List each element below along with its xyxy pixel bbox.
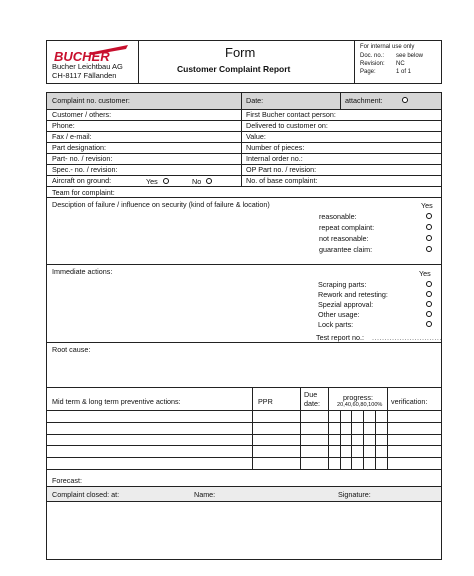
table-row[interactable] (47, 445, 441, 446)
failure-option-radio[interactable] (426, 246, 432, 252)
failure-yes-label: Yes (421, 201, 433, 210)
company-line-2: CH-8117 Fällanden (52, 71, 117, 80)
name-label: Name: (194, 490, 216, 499)
table-col-divider (351, 410, 352, 469)
row-divider (47, 120, 441, 121)
table-row[interactable] (47, 457, 441, 458)
immediate-option-radio[interactable] (426, 301, 432, 307)
form-title: Form (225, 45, 256, 60)
failure-option-label: reasonable: (319, 212, 357, 221)
left-field-label: Spec.- no. / revision: (52, 165, 118, 174)
failure-option-label: guarantee claim: (319, 245, 373, 254)
row-divider (47, 142, 441, 143)
closed-at-label: Complaint closed: at: (52, 490, 120, 499)
team-label: Team for complaint: (52, 188, 115, 197)
immediate-option-label: Lock parts: (318, 320, 354, 329)
left-field-label: Fax / e-mail: (52, 132, 92, 141)
aog-no-radio[interactable] (206, 178, 212, 184)
table-row[interactable] (47, 422, 441, 423)
table-col-divider (340, 410, 341, 469)
root-cause-label: Root cause: (52, 345, 91, 354)
col-due-header: Due date: (304, 390, 320, 408)
forecast-label: Forecast: (52, 476, 82, 485)
immediate-option-radio[interactable] (426, 321, 432, 327)
failure-label: Desciption of failure / influence on security (kind of failure & location) (52, 200, 270, 209)
form-subtitle: Customer Complaint Report (177, 64, 291, 74)
immediate-option-label: Scraping parts: (318, 280, 367, 289)
header-divider (354, 40, 355, 84)
aog-yes-label: Yes (146, 177, 158, 186)
row-divider (340, 93, 341, 109)
table-row[interactable] (47, 410, 441, 411)
date-label: Date: (246, 96, 264, 105)
attachment-label: attachment: (345, 96, 383, 105)
company-line-1: Bucher Leichtbau AG (52, 62, 123, 71)
table-row[interactable] (47, 434, 441, 435)
failure-option-radio[interactable] (426, 224, 432, 230)
header-divider (138, 40, 139, 84)
left-field-label: Phone: (52, 121, 75, 130)
progress-steps: 20,40,60,80,100% (337, 402, 383, 408)
meta-doc-label: Doc. no.: (360, 53, 385, 59)
left-field-label: Part designation: (52, 143, 106, 152)
failure-option-radio[interactable] (426, 235, 432, 241)
attachment-radio[interactable] (402, 97, 408, 103)
meta-internal: For internal use only (360, 44, 415, 50)
signature-label: Signature: (338, 490, 371, 499)
immediate-option-radio[interactable] (426, 291, 432, 297)
row-divider (241, 93, 242, 109)
meta-rev-label: Revision: (360, 61, 385, 67)
meta-rev-value: NC (396, 61, 405, 67)
row-divider (47, 469, 441, 470)
right-field-label: Delivered to customer on: (246, 121, 328, 130)
table-col-divider (363, 410, 364, 469)
test-report-field[interactable]: ............................ (372, 333, 442, 342)
col-ppr-header: PPR (258, 397, 273, 406)
failure-option-radio[interactable] (426, 213, 432, 219)
row-divider (47, 186, 441, 187)
immediate-label: Immediate actions: (52, 267, 113, 276)
left-field-label: Customer / others: (52, 110, 112, 119)
immediate-yes-label: Yes (419, 269, 431, 278)
complaint-no-label: Complaint no. customer: (52, 96, 130, 105)
meta-page-value: 1 of 1 (396, 69, 412, 75)
aog-no-label: No (192, 177, 202, 186)
immediate-option-label: Other usage: (318, 310, 360, 319)
row-divider (47, 342, 441, 343)
meta-page-label: Page: (360, 69, 376, 75)
right-field-label: Internal order no.: (246, 154, 303, 163)
col-verification-header: verification: (391, 397, 428, 406)
right-field-label: OP Part no. / revision: (246, 165, 317, 174)
immediate-option-radio[interactable] (426, 311, 432, 317)
col-progress-header: progress: (343, 393, 373, 402)
bucher-logo (52, 44, 130, 62)
meta-doc-value: see below (396, 53, 424, 59)
right-field-label: Number of pieces: (246, 143, 305, 152)
row-divider (47, 197, 441, 198)
logo-text: BUCHER (54, 49, 110, 64)
aog-yes-radio[interactable] (163, 178, 169, 184)
col-action-header: Mid term & long term preventive actions: (52, 397, 181, 406)
left-field-label: Part- no. / revision: (52, 154, 113, 163)
table-col-divider (375, 410, 376, 469)
immediate-option-label: Rework and retesting: (318, 290, 388, 299)
left-field-label: Aircraft on ground: (52, 176, 112, 185)
right-field-label: No. of base complaint: (246, 176, 318, 185)
test-report-label: Test report no.: (316, 333, 364, 342)
failure-option-label: repeat complaint: (319, 223, 375, 232)
row-divider (47, 264, 441, 265)
failure-option-label: not reasonable: (319, 234, 369, 243)
row-divider (47, 387, 441, 388)
row-divider (47, 131, 441, 132)
immediate-option-radio[interactable] (426, 281, 432, 287)
immediate-option-label: Spezial approval: (318, 300, 374, 309)
right-field-label: Value: (246, 132, 266, 141)
right-field-label: First Bucher contact person: (246, 110, 336, 119)
